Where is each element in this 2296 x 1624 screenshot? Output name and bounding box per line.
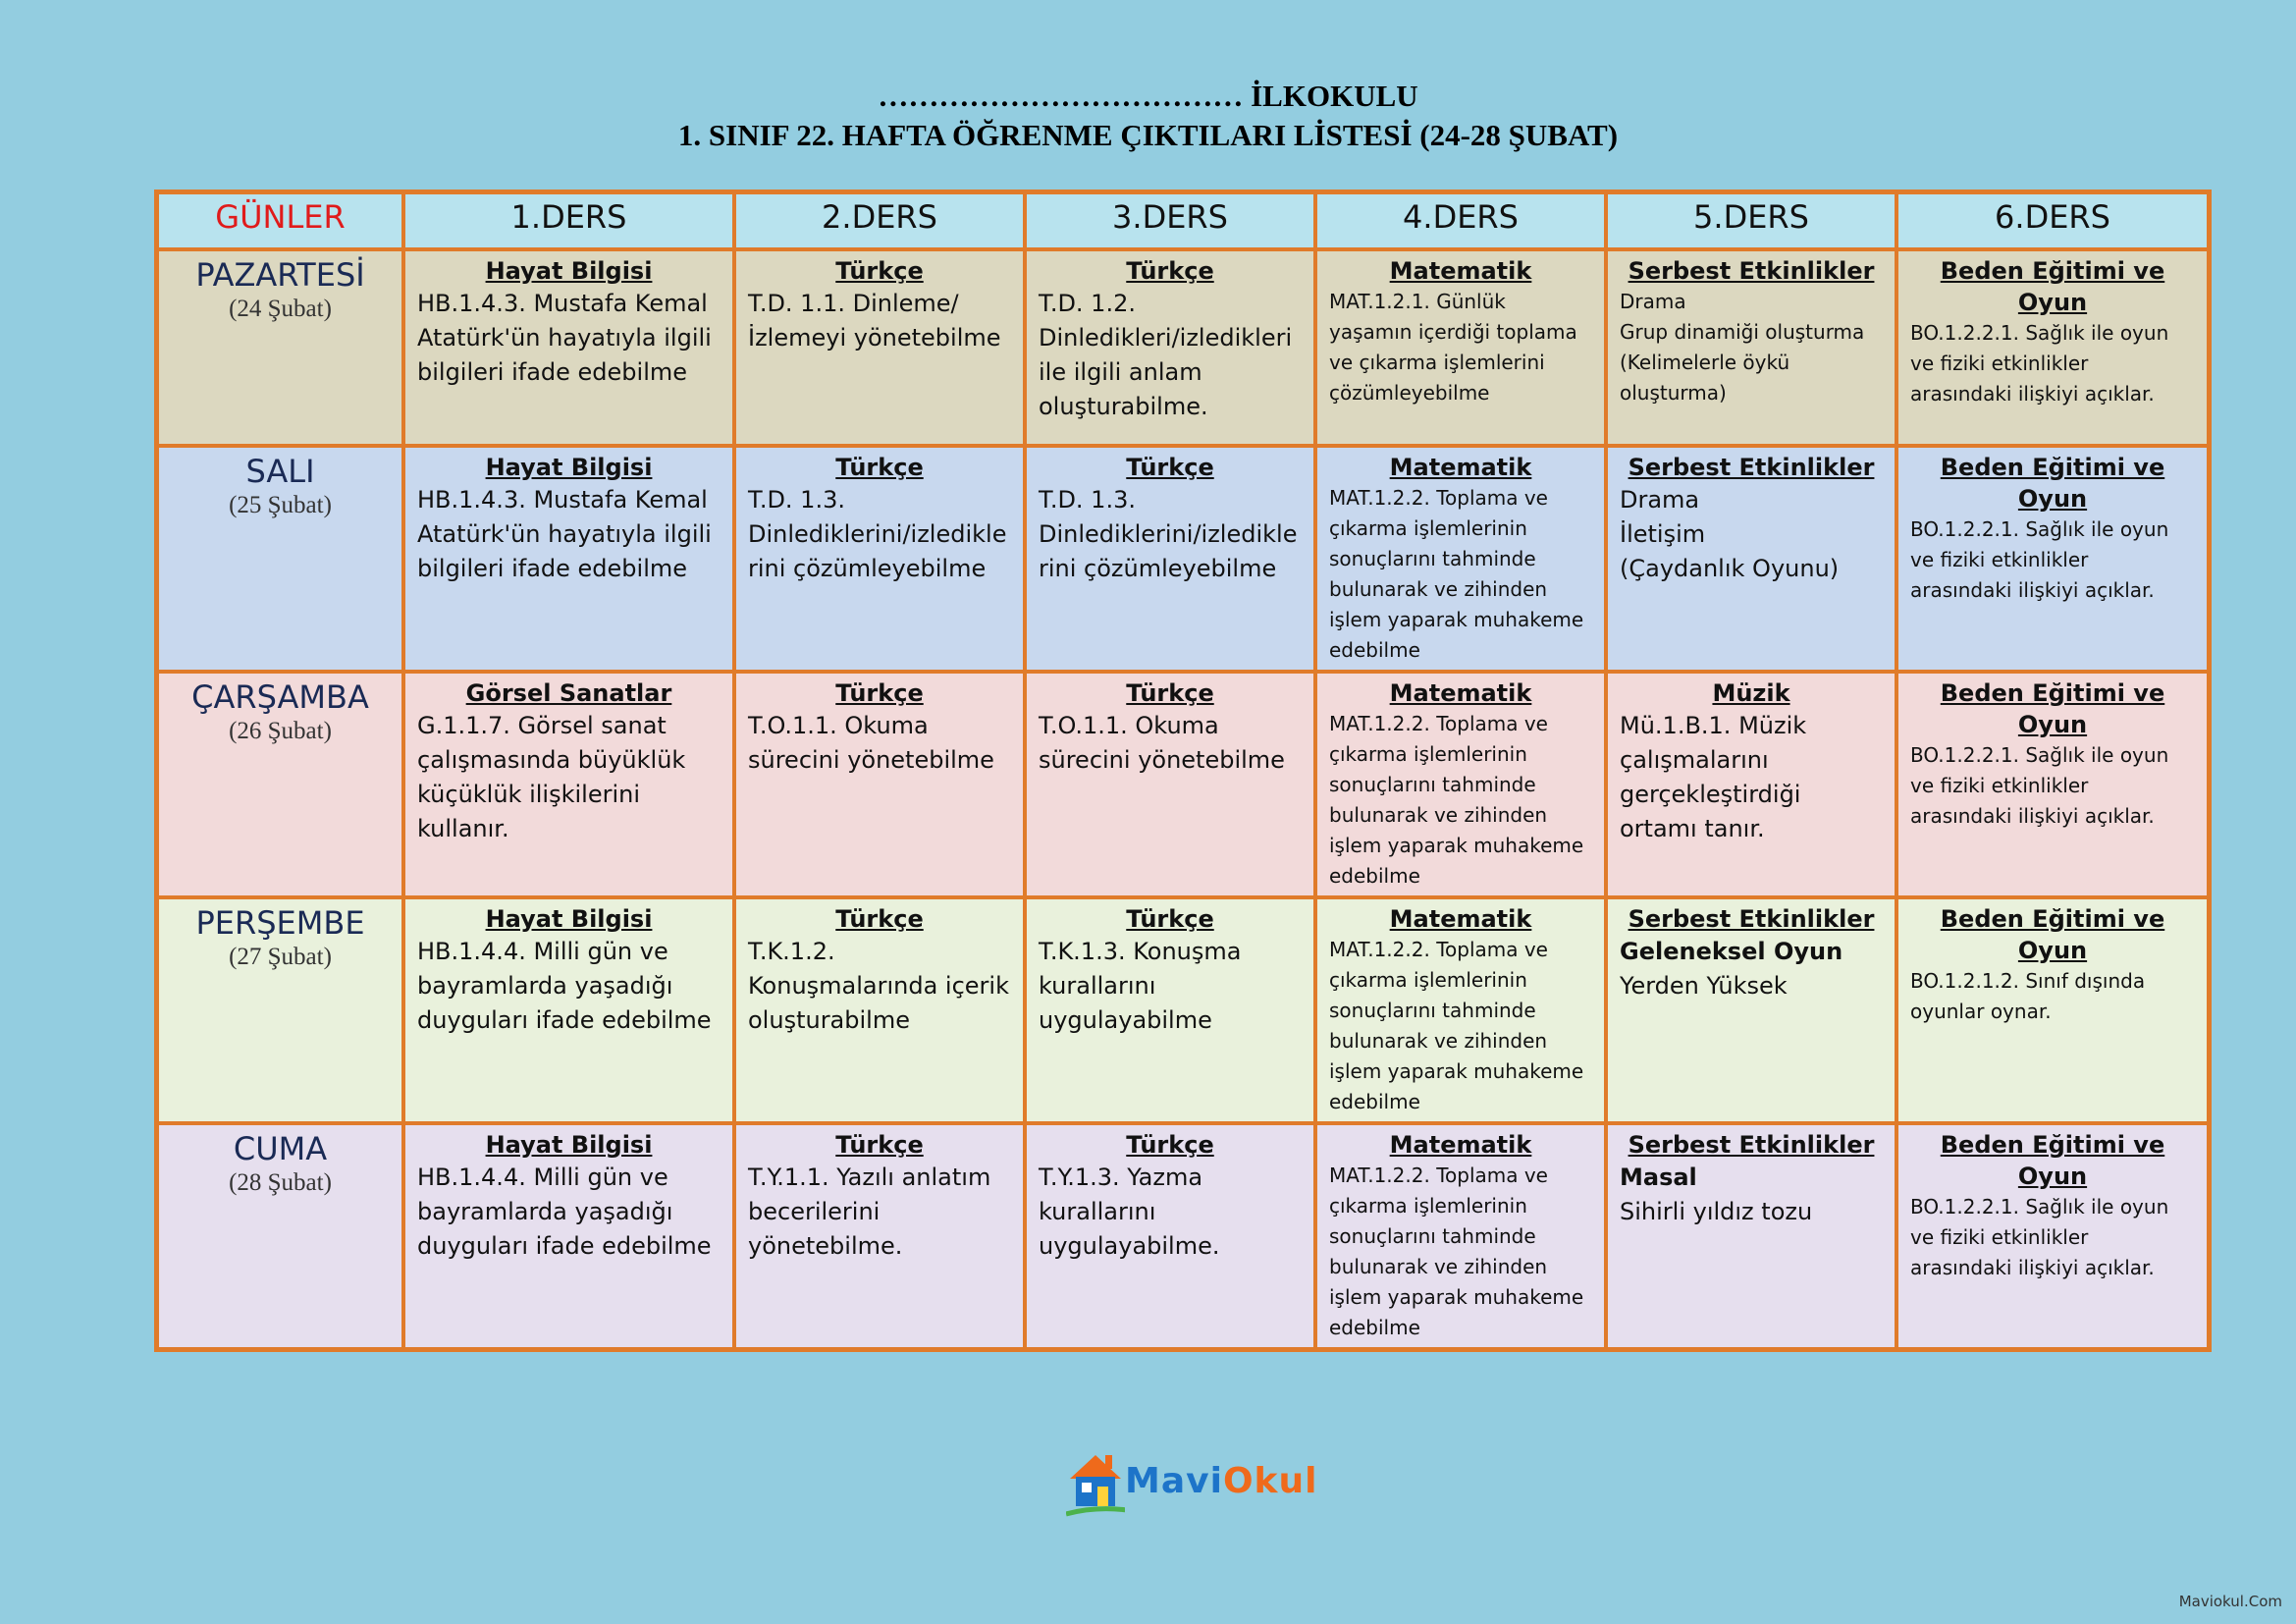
lesson-cell <box>403 1123 734 1349</box>
lesson-cell <box>734 249 1025 446</box>
lesson-text: BO.1.2.2.1. Sağlık ile oyun ve fiziki etkinlikler arasındaki ilişkiyi açıklar. <box>1910 743 2169 828</box>
lesson-cell <box>1896 672 2209 897</box>
day-name: SALI <box>245 453 315 490</box>
lesson-text: Geleneksel Oyun <box>1620 938 1843 965</box>
header-ders-5: 5.DERS <box>1606 192 1896 249</box>
lesson-text: T.K.1.2. Konuşmalarında içerik oluşturabilme <box>748 938 1009 1034</box>
day-date: (27 Şubat) <box>229 944 332 970</box>
lesson-cell <box>1315 672 1606 897</box>
lesson-cell <box>403 672 734 897</box>
lesson-text: T.D. 1.3. Dinlediklerini/izledikle rini çözümleyebilme <box>748 486 1007 582</box>
lesson-text: T.O.1.1. Okuma sürecini yönetebilme <box>1039 712 1285 774</box>
lesson-cell <box>1315 446 1606 672</box>
lesson-text: Drama <box>1620 486 1700 514</box>
lesson-subject: Türkçe <box>835 679 924 707</box>
lesson-subject: Beden Eğitimi ve Oyun <box>1940 679 2165 738</box>
header-ders-3: 3.DERS <box>1025 192 1315 249</box>
lesson-text: BO.1.2.1.2. Sınıf dışında oyunlar oynar. <box>1910 969 2146 1023</box>
lesson-cell <box>1315 249 1606 446</box>
lesson-cell <box>1606 1123 1896 1349</box>
lesson-text: Grup dinamiği oluşturma (Kelimelerle öykü oluşturma) <box>1620 320 1865 405</box>
lesson-subject: Türkçe <box>835 1131 924 1159</box>
lesson-text: MAT.1.2.2. Toplama ve çıkarma işlemlerinin sonuçlarını tahminde bulunarak ve zihinden işlem yaparak muhakeme edebilme <box>1329 712 1584 888</box>
table-row <box>157 672 2209 897</box>
lesson-text: G.1.1.7. Görsel sanat çalışmasında büyüklük küçüklük ilişkilerini kullanır. <box>417 712 686 842</box>
lesson-subject: Türkçe <box>1126 1131 1214 1159</box>
day-cell <box>157 1123 403 1349</box>
lesson-subject: Beden Eğitimi ve Oyun <box>1940 1131 2165 1190</box>
lesson-subject: Serbest Etkinlikler <box>1628 454 1875 481</box>
lesson-subject: Beden Eğitimi ve Oyun <box>1940 454 2165 513</box>
lesson-subject: Hayat Bilgisi <box>485 454 653 481</box>
lesson-subject: Serbest Etkinlikler <box>1628 1131 1875 1159</box>
lesson-text: Masal <box>1620 1164 1697 1191</box>
lesson-subject: Matematik <box>1389 1131 1532 1159</box>
header-gunler: GÜNLER <box>157 192 403 249</box>
lesson-cell <box>1606 249 1896 446</box>
lesson-subject: Hayat Bilgisi <box>485 1131 653 1159</box>
table-row <box>157 446 2209 672</box>
logo-text <box>1125 1461 1317 1501</box>
table-row <box>157 897 2209 1123</box>
day-name: ÇARŞAMBA <box>191 678 369 716</box>
lesson-subject: Beden Eğitimi ve Oyun <box>1940 257 2165 316</box>
lesson-text: MAT.1.2.2. Toplama ve çıkarma işlemlerinin sonuçlarını tahminde bulunarak ve zihinden işlem yaparak muhakeme edebilme <box>1329 486 1584 662</box>
lesson-cell <box>1025 1123 1315 1349</box>
day-name: PAZARTESİ <box>195 256 365 294</box>
lesson-cell <box>1896 897 2209 1123</box>
lesson-subject: Matematik <box>1389 257 1532 285</box>
lesson-cell <box>1606 897 1896 1123</box>
lesson-text: T.Y.1.1. Yazılı anlatım becerilerini yönetebilme. <box>748 1164 991 1260</box>
lesson-text: Drama <box>1620 290 1686 313</box>
lesson-cell <box>734 446 1025 672</box>
lesson-subject: Hayat Bilgisi <box>485 257 653 285</box>
header-ders-1: 1.DERS <box>403 192 734 249</box>
lesson-subject: Türkçe <box>835 257 924 285</box>
lesson-subject: Türkçe <box>1126 454 1214 481</box>
lesson-cell <box>734 672 1025 897</box>
lesson-cell <box>1025 672 1315 897</box>
lesson-subject: Türkçe <box>1126 905 1214 933</box>
day-cell <box>157 897 403 1123</box>
lesson-text: İletişim <box>1620 520 1706 548</box>
day-cell <box>157 249 403 446</box>
lesson-cell <box>734 897 1025 1123</box>
lesson-text: (Çaydanlık Oyunu) <box>1620 555 1840 582</box>
maviokul-logo <box>1066 1449 1318 1518</box>
lesson-cell <box>1896 1123 2209 1349</box>
lesson-text: BO.1.2.2.1. Sağlık ile oyun ve fiziki etkinlikler arasındaki ilişkiyi açıklar. <box>1910 321 2169 406</box>
site-url: Maviokul.Com <box>2178 1593 2282 1610</box>
day-date: (28 Şubat) <box>229 1169 332 1196</box>
lesson-subject: Türkçe <box>835 454 924 481</box>
header-ders-4: 4.DERS <box>1315 192 1606 249</box>
day-name: CUMA <box>233 1130 328 1167</box>
lesson-subject: Beden Eğitimi ve Oyun <box>1940 905 2165 964</box>
lesson-cell <box>1025 249 1315 446</box>
lesson-text: BO.1.2.2.1. Sağlık ile oyun ve fiziki etkinlikler arasındaki ilişkiyi açıklar. <box>1910 517 2169 602</box>
lesson-text: T.D. 1.3. Dinlediklerini/izledikle rini çözümleyebilme <box>1039 486 1298 582</box>
lesson-subject: Türkçe <box>1126 257 1214 285</box>
document-title <box>0 77 2296 155</box>
lesson-text: Mü.1.B.1. Müzik çalışmalarını gerçekleştirdiği ortamı tanır. <box>1620 712 1807 842</box>
lesson-text: T.D. 1.2. Dinledikleri/izledikleri ile ilgili anlam oluşturabilme. <box>1039 290 1293 420</box>
header-ders-2: 2.DERS <box>734 192 1025 249</box>
schedule-table <box>154 189 2212 1352</box>
lesson-text: T.K.1.3. Konuşma kurallarını uygulayabilme <box>1039 938 1242 1034</box>
lesson-cell <box>1896 249 2209 446</box>
day-date: (24 Şubat) <box>229 296 332 322</box>
logo-text-okul: Okul <box>1222 1461 1318 1501</box>
lesson-subject: Matematik <box>1389 905 1532 933</box>
lesson-subject: Türkçe <box>1126 679 1214 707</box>
day-name: PERŞEMBE <box>195 904 365 942</box>
table-row <box>157 1123 2209 1349</box>
lesson-cell <box>403 897 734 1123</box>
lesson-cell <box>1315 897 1606 1123</box>
day-date: (25 Şubat) <box>229 492 332 518</box>
lesson-subject: Görsel Sanatlar <box>465 679 672 707</box>
logo-text-mavi: Mavi <box>1125 1461 1223 1501</box>
lesson-cell <box>1315 1123 1606 1349</box>
lesson-cell <box>1606 446 1896 672</box>
table-row <box>157 249 2209 446</box>
header-ders-6: 6.DERS <box>1896 192 2209 249</box>
lesson-subject: Serbest Etkinlikler <box>1628 905 1875 933</box>
lesson-text: HB.1.4.4. Milli gün ve bayramlarda yaşadığı duyguları ifade edebilme <box>417 938 712 1034</box>
lesson-text: HB.1.4.3. Mustafa Kemal Atatürk'ün hayatıyla ilgili bilgileri ifade edebilme <box>417 290 712 386</box>
title-line: 1. SINIF 22. HAFTA ÖĞRENME ÇIKTILARI LİSTESİ (24-28 ŞUBAT) <box>677 118 1619 152</box>
lesson-cell <box>734 1123 1025 1349</box>
lesson-subject: Matematik <box>1389 679 1532 707</box>
lesson-cell <box>1606 672 1896 897</box>
lesson-subject: Matematik <box>1389 454 1532 481</box>
lesson-subject: Serbest Etkinlikler <box>1628 257 1875 285</box>
lesson-subject: Türkçe <box>835 905 924 933</box>
school-line: ……………………………… İLKOKULU <box>878 79 1418 113</box>
lesson-text: MAT.1.2.1. Günlük yaşamın içerdiği toplama ve çıkarma işlemlerini çözümleyebilme <box>1329 290 1577 405</box>
lesson-text: T.O.1.1. Okuma sürecini yönetebilme <box>748 712 994 774</box>
day-cell <box>157 672 403 897</box>
lesson-text: HB.1.4.3. Mustafa Kemal Atatürk'ün hayatıyla ilgili bilgileri ifade edebilme <box>417 486 712 582</box>
lesson-text: Sihirli yıldız tozu <box>1620 1198 1813 1225</box>
house-icon <box>1066 1449 1125 1518</box>
lesson-cell <box>1025 897 1315 1123</box>
header-row <box>157 192 2209 249</box>
lesson-text: T.Y.1.3. Yazma kurallarını uygulayabilme. <box>1039 1164 1220 1260</box>
lesson-subject: Müzik <box>1712 679 1790 707</box>
lesson-cell <box>403 249 734 446</box>
day-date: (26 Şubat) <box>229 718 332 744</box>
lesson-text: MAT.1.2.2. Toplama ve çıkarma işlemlerinin sonuçlarını tahminde bulunarak ve zihinden işlem yaparak muhakeme edebilme <box>1329 1164 1584 1339</box>
lesson-text: T.D. 1.1. Dinleme/İzlemeyi yönetebilme <box>748 290 1001 352</box>
lesson-subject: Hayat Bilgisi <box>485 905 653 933</box>
lesson-text: BO.1.2.2.1. Sağlık ile oyun ve fiziki etkinlikler arasındaki ilişkiyi açıklar. <box>1910 1195 2169 1279</box>
lesson-text: MAT.1.2.2. Toplama ve çıkarma işlemlerinin sonuçlarını tahminde bulunarak ve zihinden işlem yaparak muhakeme edebilme <box>1329 938 1584 1113</box>
lesson-cell <box>1896 446 2209 672</box>
day-cell <box>157 446 403 672</box>
lesson-cell <box>403 446 734 672</box>
lesson-text: Yerden Yüksek <box>1620 972 1788 1000</box>
lesson-text: HB.1.4.4. Milli gün ve bayramlarda yaşadığı duyguları ifade edebilme <box>417 1164 712 1260</box>
lesson-cell <box>1025 446 1315 672</box>
